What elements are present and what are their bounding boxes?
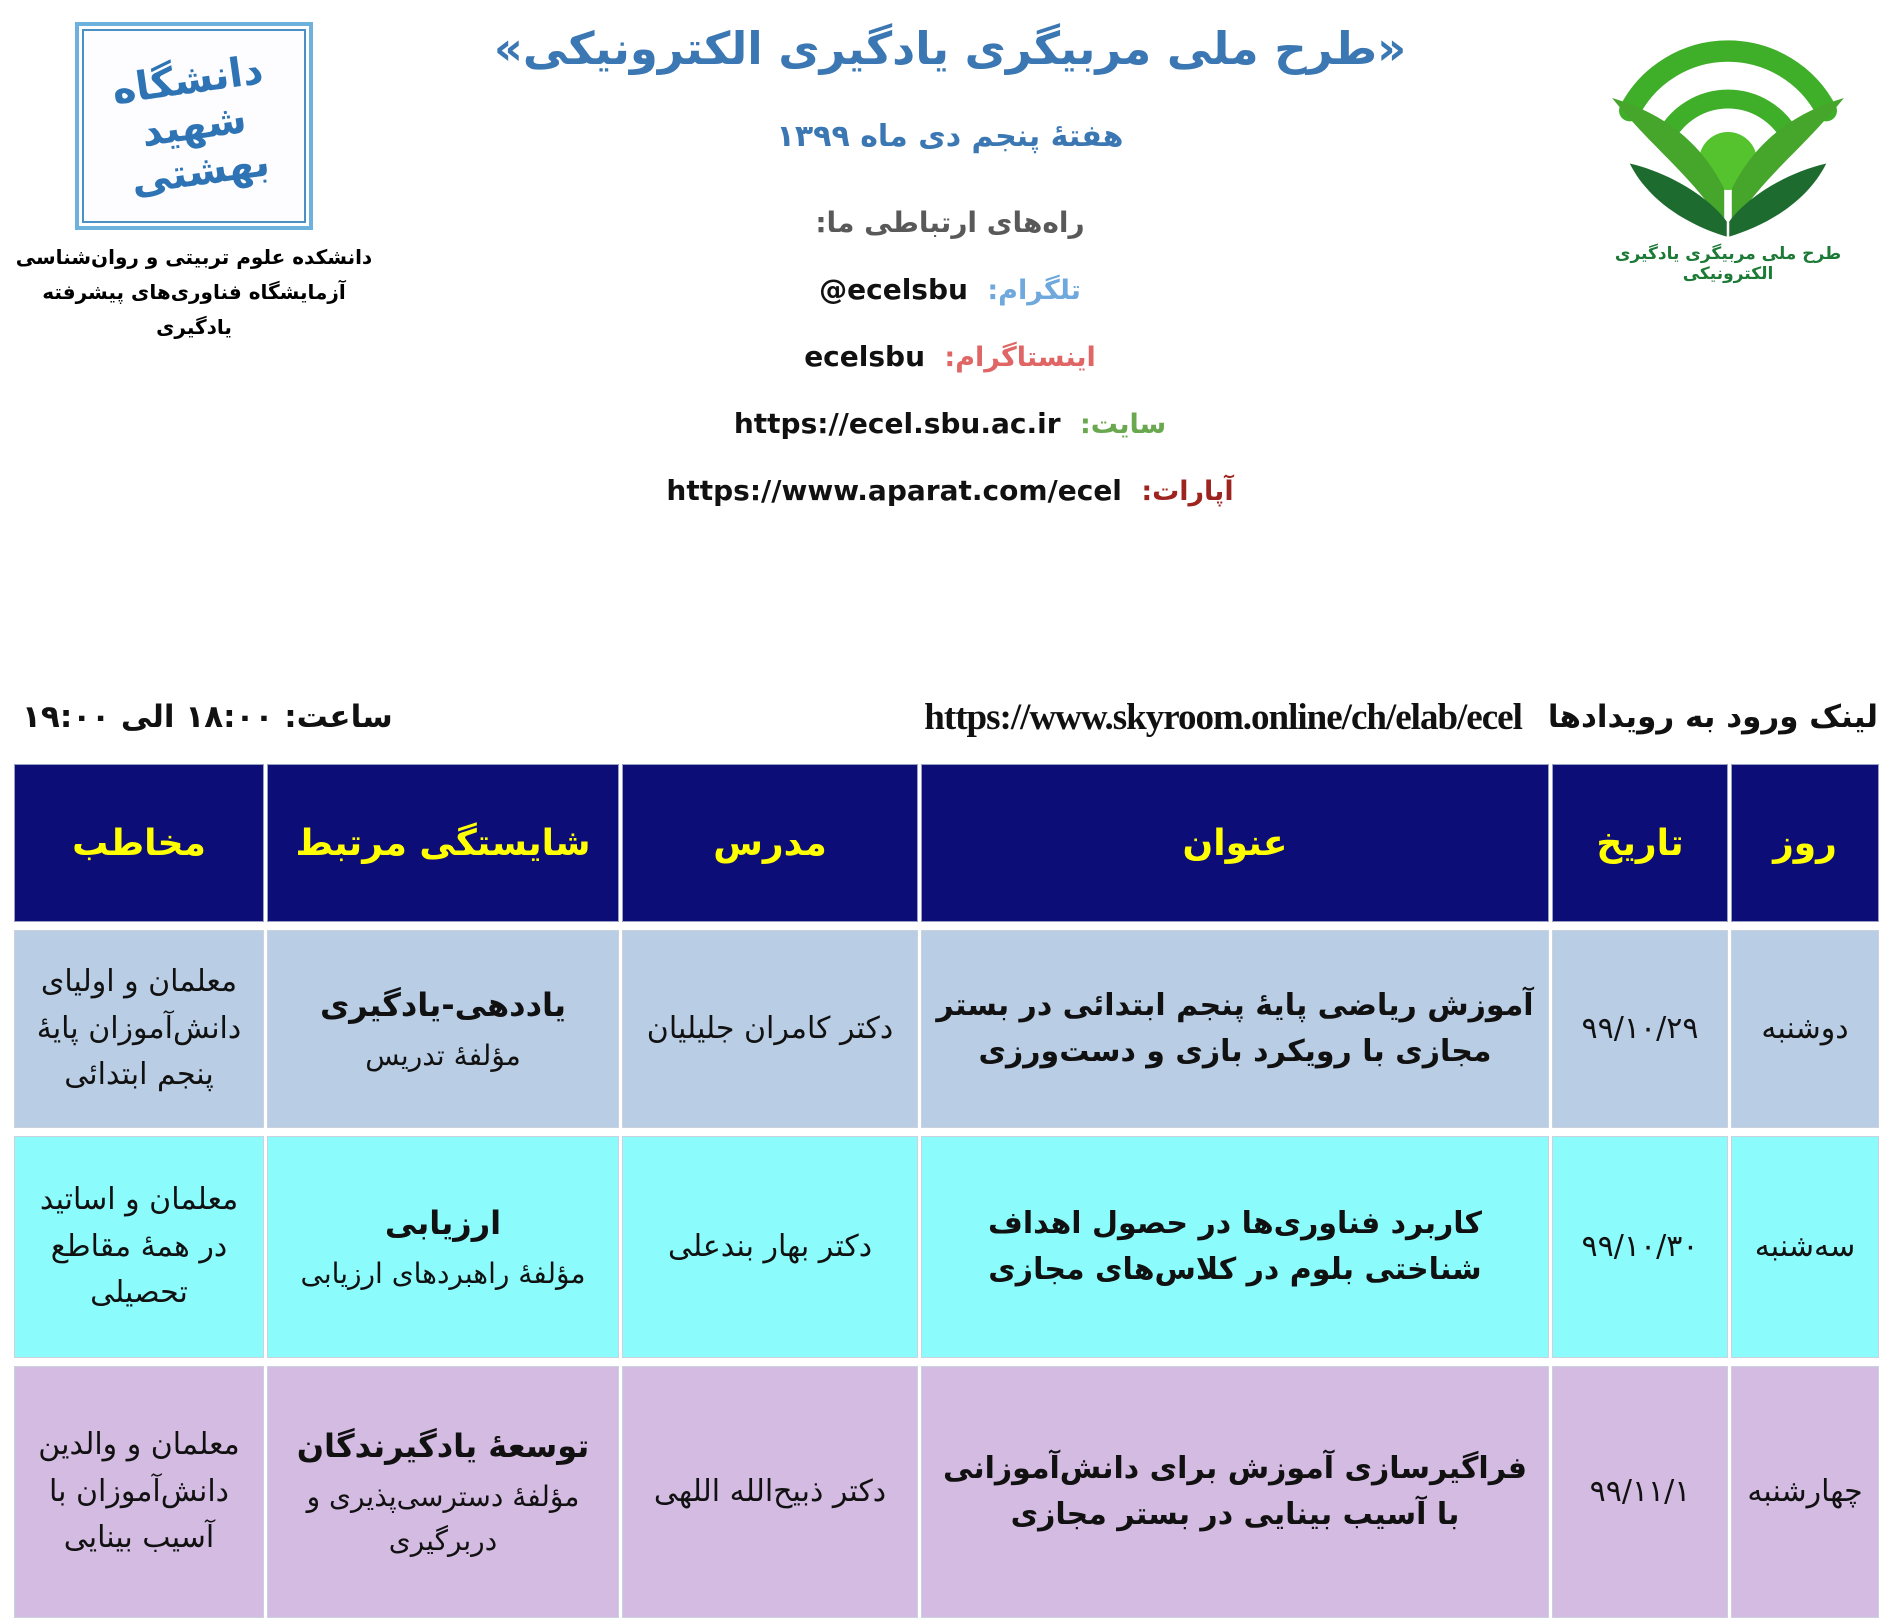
brand-caption: طرح ملی مربیگری یادگیری الکترونیکی — [1614, 244, 1842, 284]
competency-main: یاددهی-یادگیری — [319, 985, 567, 1024]
col-header-instructor: مدرس — [622, 764, 918, 922]
col-header-audience: مخاطب — [14, 764, 264, 922]
telegram-handle[interactable]: @ecelsbu — [819, 273, 968, 306]
brand-logo-block — [1578, 12, 1878, 284]
poster-header — [0, 0, 1900, 690]
skyroom-url-link[interactable]: https://www.skyroom.online/ch/elab/ecel — [924, 696, 1522, 738]
site-label: سایت: — [1079, 409, 1167, 440]
event-link-group — [924, 696, 1878, 739]
contact-telegram — [450, 273, 1450, 306]
instagram-handle[interactable]: ecelsbu — [804, 340, 926, 373]
audience-cell: معلمان و اساتید در همهٔ مقاطع تحصیلی — [14, 1136, 264, 1358]
site-url-link[interactable]: https://ecel.sbu.ac.ir — [733, 407, 1061, 440]
aparat-label: آپارات: — [1141, 476, 1234, 507]
title-cell: فراگیرسازی آموزش برای دانش‌آموزانی با آسیب بینایی در بستر مجازی — [921, 1366, 1549, 1618]
table-row — [14, 1136, 1879, 1358]
page-title: «طرح ملی مربیگری یادگیری الکترونیکی» — [493, 22, 1407, 75]
audience-cell: معلمان و اولیای دانش‌آموزان پایهٔ پنجم ابتدائی — [14, 930, 264, 1128]
instructor-cell: دکتر کامران جلیلیان — [622, 930, 918, 1128]
event-link-bar — [0, 690, 1900, 744]
date-cell: ۹۹/۱۰/۲۹ — [1552, 930, 1728, 1128]
event-time: ساعت: ۱۸:۰۰ الی ۱۹:۰۰ — [22, 699, 393, 735]
competency-sub: مؤلفهٔ راهبردهای ارزیابی — [300, 1257, 586, 1291]
university-logo-text: دانشگاه شهید بهشتی — [109, 47, 273, 204]
col-header-competency: شایستگی مرتبط — [267, 764, 619, 922]
contact-aparat — [450, 474, 1450, 507]
week-subtitle: هفتهٔ پنجم دی ماه ۱۳۹۹ — [776, 119, 1124, 154]
col-header-date: تاریخ — [1552, 764, 1728, 922]
competency-cell — [267, 1366, 619, 1618]
competency-cell — [267, 1136, 619, 1358]
instructor-cell: دکتر ذبیح‌الله اللهی — [622, 1366, 918, 1618]
competency-sub: مؤلفهٔ دسترسی‌پذیری و دربرگیری — [306, 1480, 580, 1557]
schedule-table — [11, 756, 1882, 1620]
day-cell: سه‌شنبه — [1731, 1136, 1879, 1358]
contact-site — [450, 407, 1450, 440]
university-block — [14, 22, 374, 345]
day-cell: دوشنبه — [1731, 930, 1879, 1128]
event-link-label: لینک ورود به رویدادها — [1547, 699, 1878, 735]
telegram-label: تلگرام: — [987, 275, 1081, 306]
day-cell: چهارشنبه — [1731, 1366, 1879, 1618]
table-header-row — [14, 764, 1879, 922]
competency-cell — [267, 930, 619, 1128]
date-cell: ۹۹/۱۱/۱ — [1552, 1366, 1728, 1618]
col-header-title: عنوان — [921, 764, 1549, 922]
competency-main: ارزیابی — [384, 1203, 502, 1242]
header-center — [450, 0, 1450, 507]
instagram-label: اینستاگرام: — [944, 342, 1096, 373]
lab-caption: آزمایشگاه فناوری‌های پیشرفته یادگیری — [42, 280, 346, 339]
date-cell: ۹۹/۱۰/۳۰ — [1552, 1136, 1728, 1358]
competency-main: توسعهٔ یادگیرندگان — [296, 1426, 590, 1465]
audience-cell: معلمان و والدین دانش‌آموزان با آسیب بینایی — [14, 1366, 264, 1618]
instructor-cell: دکتر بهار بندعلی — [622, 1136, 918, 1358]
col-header-day: روز — [1731, 764, 1879, 922]
table-row — [14, 930, 1879, 1128]
contact-instagram — [450, 340, 1450, 373]
university-logo — [75, 22, 313, 230]
title-cell: کاربرد فناوری‌ها در حصول اهداف شناختی بلوم در کلاس‌های مجازی — [921, 1136, 1549, 1358]
title-cell: آموزش ریاضی پایهٔ پنجم ابتدائی در بستر مجازی با رویکرد بازی و دست‌ورزی — [921, 930, 1549, 1128]
elearning-coaching-logo-icon — [1578, 12, 1878, 242]
table-row — [14, 1366, 1879, 1618]
faculty-caption: دانشکده علوم تربیتی و روان‌شناسی — [15, 245, 373, 269]
competency-sub: مؤلفهٔ تدریس — [365, 1039, 521, 1073]
contact-heading: راه‌های ارتباطی ما: — [815, 206, 1085, 239]
aparat-url-link[interactable]: https://www.aparat.com/ecel — [666, 474, 1122, 507]
